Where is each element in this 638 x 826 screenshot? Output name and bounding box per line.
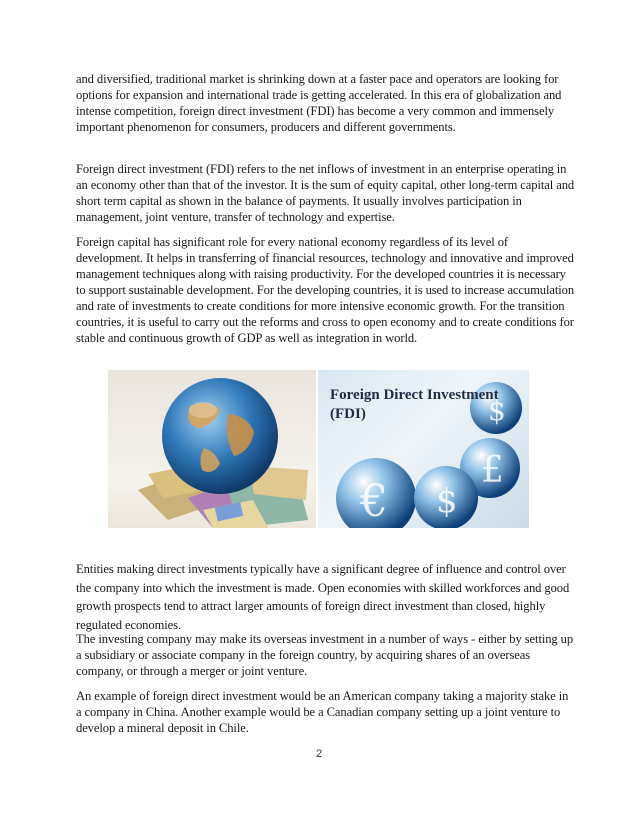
svg-text:$: $: [436, 481, 458, 521]
paragraph-fdi-definition: Foreign direct investment (FDI) refers to the net inflows of investment in an enterprise operating in an economy other than that of the investor. It is the sum of equity capital, other long-term capital and short term capital as shown in the balance of payments. It usually involves participation in management, joint venture, transfer of technology and expertise.: [76, 162, 575, 224]
fdi-illustration-image: [318, 370, 529, 528]
paragraph-foreign-capital-role: Foreign capital has significant role for every national economy regardless of its level of development. It helps in transferring of financial resources, technology and innovative and improved management techniques along with raising productivity. For the developed countries it is necessary to support sustainable development. For the developing countries, it is used to increase accumulation and rate of investments to create conditions for more intensive economic growth. For the transition countries, it is useful to carry out the reforms and cross to open economy and to create conditions for stable and continuous growth of GDP as well as integration in world.: [76, 235, 575, 345]
page-number: 2: [315, 748, 323, 760]
fdi-image-title: Foreign Direct Investment (FDI): [330, 387, 499, 422]
svg-text:€: €: [360, 476, 388, 527]
paragraph-direct-investment-entities: Entities making direct investments typically have a significant degree of influence and control over the company into which the investment is made. Open economies with skilled workforces and good growth prospects tend to attract larger amounts of foreign direct investment than closed, highly regulated economies.: [76, 562, 570, 632]
paragraph-intro-continued: and diversified, traditional market is shrinking down at a faster pace and operators are looking for options for expansion and international trade is getting accelerated. In this era of globalization and intense competition, foreign direct investment (FDI) has become a very common and immensely important phenomenon for consumers, producers and different governments.: [76, 72, 562, 134]
paragraph-investing-company: The investing company may make its overseas investment in a number of ways - either by setting up a subsidiary or associate company in the foreign country, by acquiring shares of an overseas company, or through a merger or joint venture.: [76, 632, 574, 678]
paragraph-fdi-example: An example of foreign direct investment would be an American company taking a majority stake in a company in China. Another example would be a Canadian company setting up a joint venture to develop a mineral deposit in Chile.: [76, 689, 569, 735]
globe-on-money-icon: [108, 370, 316, 528]
globe-money-image: [108, 370, 316, 528]
svg-text:$: $: [488, 394, 506, 427]
svg-text:£: £: [481, 450, 504, 491]
